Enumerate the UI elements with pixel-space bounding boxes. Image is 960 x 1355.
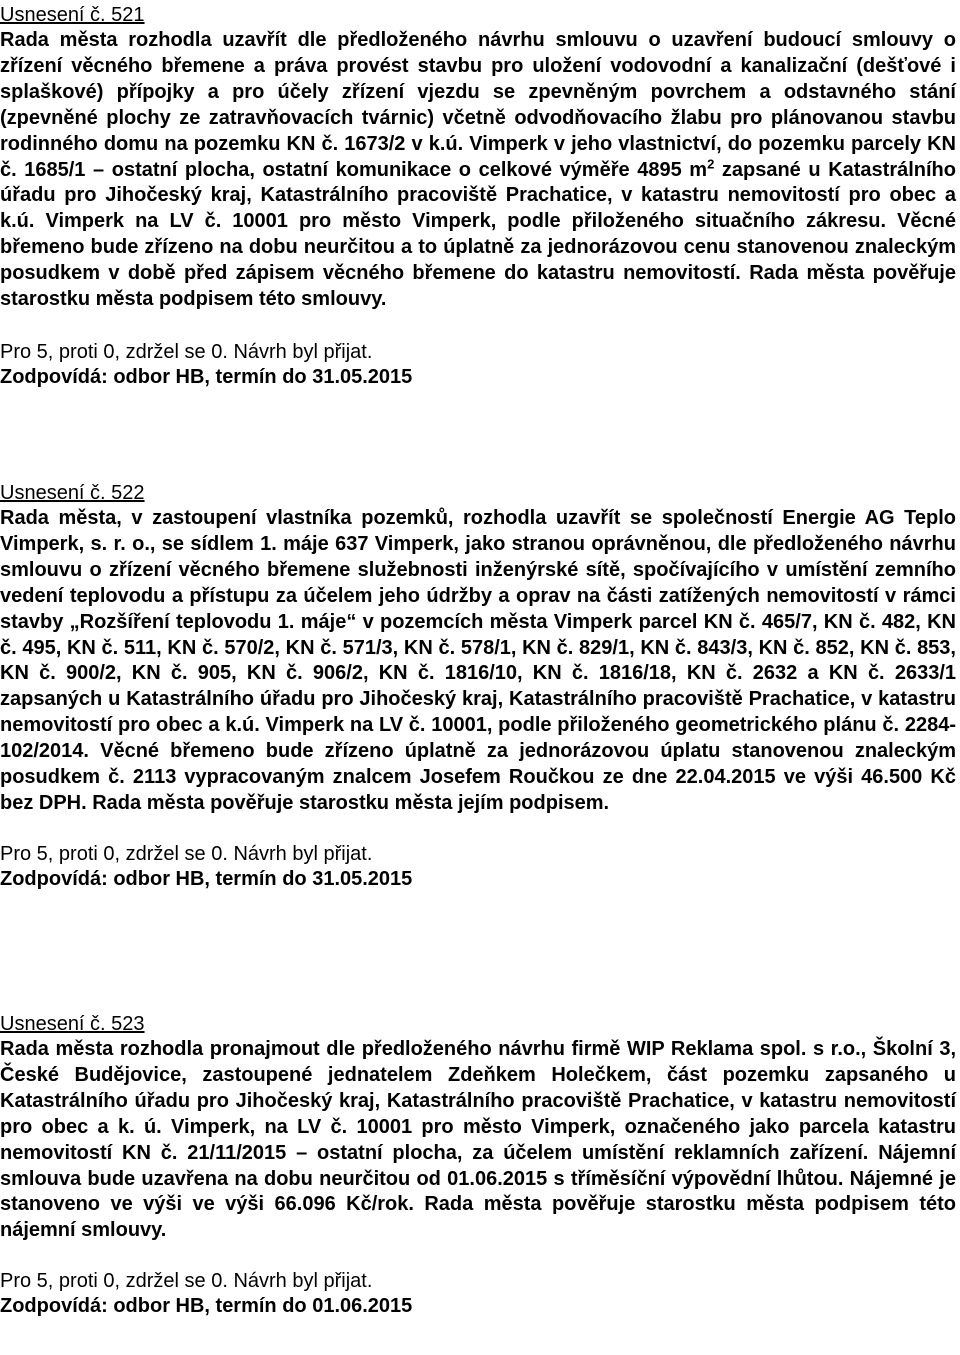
responsible-line: Zodpovídá: odbor HB, termín do 31.05.2015 [0, 365, 413, 388]
resolution-523 [0, 1012, 956, 1319]
resolution-heading: Usnesení č. 521 [0, 4, 145, 26]
vote-result: Pro 5, proti 0, zdržel se 0. Návrh byl přijat. [0, 1270, 373, 1293]
resolution-body [0, 28, 956, 313]
resolution-521 [0, 3, 956, 390]
vote-result: Pro 5, proti 0, zdržel se 0. Návrh byl přijat. [0, 842, 373, 865]
vote-result: Pro 5, proti 0, zdržel se 0. Návrh byl přijat. [0, 340, 373, 363]
resolution-body-part-2: zapsané u Katastrálního úřadu pro Jihočeský kraj, Katastrálního pracoviště Prachatice, v katastru nemovitostí pro obec a k.ú. Vimperk na LV č. 10001 pro město Vimperk, podle přiloženého situačního zákresu. Věcné břemeno bude zřízeno na dobu neurčitou a to úplatně za jednorázovou cenu stanovenou znaleckým posudkem v době před zápisem věcného břemene do katastru nemovitostí. Rada města pověřuje starostku města podpisem této smlouvy. [0, 158, 956, 311]
resolution-522 [0, 481, 956, 892]
responsible-line: Zodpovídá: odbor HB, termín do 01.06.2015 [0, 1295, 413, 1318]
resolution-body: Rada města, v zastoupení vlastníka pozemků, rozhodla uzavřít se společností Energie AG Teplo Vimperk, s. r. o., se sídlem 1. máje 637 Vimperk, jako stranou oprávněnou, dle předloženého návrhu smlouvu o zřízení věcného břemene služebnosti inženýrské sítě, spočívajícího v umístění zemního vedení teplovodu a přístupu za účelem jeho údržby a oprav na části zatížených nemovitostí v rámci stavby „Rozšíření teplovodu 1. máje“ v pozemcích města Vimperk parcel KN č. 465/7, KN č. 482, KN č. 495, KN č. 511, KN č. 570/2, KN č. 571/3, KN č. 578/1, KN č. 829/1, KN č. 843/3, KN č. 852, KN č. 853, KN č. 900/2, KN č. 905, KN č. 906/2, KN č. 1816/10, KN č. 1816/18, KN č. 2632 a KN č. 2633/1 zapsaných u Katastrálního úřadu pro Jihočeský kraj, Katastrálního pracoviště Prachatice, v katastru nemovitostí pro obec a k.ú. Vimperk na LV č. 10001, podle přiloženého geometrického plánu č. 2284-102/2014. Věcné břemeno bude zřízeno úplatně za jednorázovou úplatu stanovenou znaleckým posudkem č. 2113 vypracovaným znalcem Josefem Roučkou ze dne 22.04.2015 ve výši 46.500 Kč bez DPH. Rada města pověřuje starostku města jejím podpisem. [0, 507, 956, 814]
superscript-2: 2 [707, 155, 715, 171]
resolution-heading: Usnesení č. 522 [0, 482, 145, 504]
responsible-line: Zodpovídá: odbor HB, termín do 31.05.2015 [0, 867, 413, 890]
resolution-body: Rada města rozhodla pronajmout dle předloženého návrhu firmě WIP Reklama spol. s r.o., Školní 3, České Budějovice, zastoupené jednatelem Zdeňkem Holečkem, část pozemku zapsaného u Katastrálního úřadu pro Jihočeský kraj, Katastrálního pracoviště Prachatice, v katastru nemovitostí pro obec a k. ú. Vimperk, na LV č. 10001 pro město Vimperk, označeného jako parcela katastru nemovitostí KN č. 21/11/2015 – ostatní plocha, za účelem umístění reklamních zařízení. Nájemní smlouva bude uzavřena na dobu neurčitou od 01.06.2015 s tříměsíční výpovědní lhůtou. Nájemné je stanoveno ve výši ve výši 66.096 Kč/rok. Rada města pověřuje starostku města podpisem této nájemní smlouvy. [0, 1038, 956, 1242]
resolution-body-part-1: Rada města rozhodla uzavřít dle předloženého návrhu smlouvu o uzavření budoucí smlouvy o zřízení věcného břemene a práva provést stavbu pro uložení vodovodní a kanalizační (dešťové i splaškové) přípojky a pro účely zřízení vjezdu se zpevněným povrchem a odstavného stání (zpevněné plochy ze zatravňovacích tvárnic) včetně odvodňovacího žlabu pro plánovanou stavbu rodinného domu na pozemku KN č. 1673/2 v k.ú. Vimperk v jeho vlastnictví, do pozemku parcely KN č. 1685/1 – ostatní plocha, ostatní komunikace o celkové výměře 4895 m [0, 29, 956, 181]
resolution-heading: Usnesení č. 523 [0, 1013, 145, 1035]
